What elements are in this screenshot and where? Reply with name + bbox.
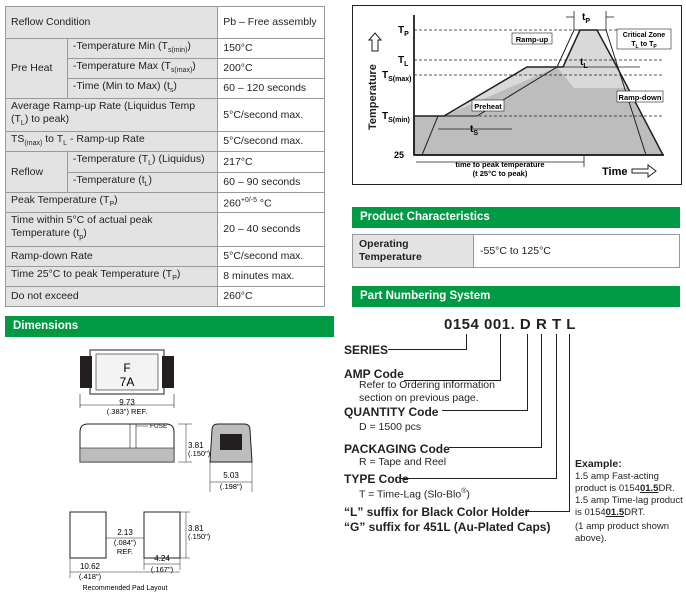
pad-total-mm: 10.62 bbox=[79, 562, 101, 571]
critical-zone-tag: Critical Zone bbox=[622, 32, 666, 39]
example-3: (1 amp product shown above). bbox=[575, 521, 669, 544]
ramp-up-value: 5°C/second max. bbox=[218, 99, 325, 132]
time-25-value: 8 minutes max. bbox=[218, 266, 325, 286]
tl-label: $T_L$ bbox=[398, 55, 409, 68]
amp-code-label: AMP Code bbox=[344, 367, 404, 381]
preheat-time-label: -Time (Min to Max) $(t_s)$ bbox=[67, 79, 217, 99]
product-characteristics-table bbox=[352, 234, 680, 268]
width-in: (.198") bbox=[219, 482, 243, 491]
fuse-marking-f: F bbox=[123, 361, 131, 375]
packaging-code-label: PACKAGING Code bbox=[344, 442, 450, 456]
time-25-label: Time 25°C to peak Temperature $(T_P)$ bbox=[6, 266, 218, 286]
y-axis-label: Temperature bbox=[367, 64, 379, 130]
reflow-condition-label: Reflow Condition bbox=[6, 7, 218, 39]
pad-height-mm: 3.81 bbox=[188, 524, 204, 533]
quantity-code-desc: D = 1500 pcs bbox=[359, 421, 422, 433]
example-2: 1.5 amp Time-lag product is 015401.5DRT. bbox=[575, 495, 683, 518]
tl-small-label: $t_L$ bbox=[580, 57, 588, 70]
reflow-profile-chart bbox=[352, 5, 682, 185]
preheat-tag: Preheat bbox=[474, 102, 502, 111]
ramp-down-label: Ramp-down Rate bbox=[6, 246, 218, 266]
series-label: SERIES bbox=[344, 343, 389, 357]
l-suffix-label: “L” suffix for Black Color Holder bbox=[344, 505, 530, 519]
part-numbering-header: Part Numbering System bbox=[352, 286, 680, 307]
tsmin-label: $T_{S(min)}$ bbox=[382, 111, 410, 124]
product-characteristics-header: Product Characteristics bbox=[352, 207, 680, 228]
preheat-temp-max-value: 200°C bbox=[218, 59, 325, 79]
example-1: 1.5 amp Fast-acting product is 015401.5DR. bbox=[575, 471, 675, 494]
ramp-up-label: Average Ramp-up Rate (Liquidus Temp $(T_L)$ to peak) bbox=[6, 99, 218, 132]
time-within-label: Time within 5°C of actual peak Temperature $(t_p)$ bbox=[6, 212, 218, 246]
tsmax-label: $T_{S(max)}$ bbox=[382, 70, 412, 83]
packaging-code-desc: R = Tape and Reel bbox=[359, 456, 447, 468]
top-view-left-cap bbox=[80, 356, 92, 388]
code-series: 0154 bbox=[444, 316, 480, 333]
code-suffix: L bbox=[566, 316, 576, 333]
pad-width-in: (.167") bbox=[150, 565, 174, 574]
preheat-time-value: 60 – 120 seconds bbox=[218, 79, 325, 99]
g-suffix-label: “G” suffix for 451L (Au-Plated Caps) bbox=[344, 520, 551, 534]
code-packaging: R bbox=[535, 316, 548, 333]
ramp-down-value: 5°C/second max. bbox=[218, 246, 325, 266]
pad-total-in: (.418") bbox=[78, 572, 102, 581]
reflow-temp-label: -Temperature $(T_L)$ (Liquidus) bbox=[67, 152, 217, 172]
t25-label: 25 bbox=[394, 150, 405, 160]
pad-gap-ref: REF. bbox=[116, 547, 134, 556]
length-mm: 9.73 bbox=[119, 398, 135, 407]
time-to-peak-label: time to peak temperature bbox=[455, 160, 545, 169]
reflow-condition-value: Pb – Free assembly bbox=[218, 7, 325, 39]
reflow-time-label: -Temperature $(t_L)$ bbox=[67, 172, 217, 192]
pad-layout-caption: Recommended Pad Layout bbox=[82, 585, 168, 592]
pad-height-in: (.150") bbox=[188, 532, 211, 541]
peak-temp-label: Peak Temperature $(T_P)$ bbox=[6, 192, 218, 212]
pad-left bbox=[70, 512, 106, 558]
preheat-temp-min-value: 150°C bbox=[218, 39, 325, 59]
dimensions-drawing bbox=[40, 342, 290, 594]
peak-temp-value: $260^{+0/-5}$ °C bbox=[218, 192, 325, 212]
quantity-code-label: QUANTITY Code bbox=[344, 405, 439, 419]
end-view-window bbox=[220, 434, 242, 450]
code-type: T bbox=[551, 316, 562, 333]
critical-zone-range: $T_L$ to $T_P$ bbox=[631, 41, 657, 50]
ts-small-label: $t_S$ bbox=[470, 124, 479, 137]
length-in: (.383") REF. bbox=[106, 407, 148, 416]
reflow-time-value: 60 – 90 seconds bbox=[218, 172, 325, 192]
fuse-label: FUSE bbox=[150, 423, 168, 430]
ts-to-tl-value: 5°C/second max. bbox=[218, 132, 325, 152]
pad-gap-mm: 2.13 bbox=[117, 528, 133, 537]
tp-label: $T_P$ bbox=[398, 25, 409, 38]
operating-temp-value: -55°C to 125°C bbox=[474, 235, 680, 268]
type-code-label: TYPE Code bbox=[344, 472, 409, 486]
do-not-exceed-value: 260°C bbox=[218, 286, 325, 306]
preheat-temp-min-label: -Temperature Min $(T_{s(min)})$ bbox=[67, 39, 217, 59]
code-quantity: D bbox=[519, 316, 532, 333]
reflow-label: Reflow bbox=[6, 152, 68, 192]
tp-small-label: $t_P$ bbox=[582, 12, 591, 25]
preheat-temp-max-label: -Temperature Max $(T_{s(max)})$ bbox=[67, 59, 217, 79]
pre-heat-label: Pre Heat bbox=[6, 39, 68, 99]
example-title: Example: bbox=[575, 458, 622, 470]
reflow-temp-value: 217°C bbox=[218, 152, 325, 172]
code-amp: 001. bbox=[484, 316, 516, 333]
height-in: (.150") bbox=[188, 449, 211, 458]
reflow-table bbox=[5, 6, 325, 307]
pad-gap-in: (.084") bbox=[113, 538, 137, 547]
ramp-down-tag: Ramp-down bbox=[618, 93, 662, 102]
width-mm: 5.03 bbox=[223, 471, 239, 480]
fuse-marking-amp: 7A bbox=[119, 375, 135, 389]
pad-width-mm: 4.24 bbox=[154, 554, 170, 563]
amp-code-desc: Refer to Ordering information section on previous page. bbox=[359, 379, 495, 404]
time-within-value: 20 – 40 seconds bbox=[218, 212, 325, 246]
dimensions-header: Dimensions bbox=[5, 316, 334, 337]
time-to-peak-sub: (t 25°C to peak) bbox=[472, 169, 528, 178]
pad-right bbox=[144, 512, 180, 558]
top-view-right-cap bbox=[162, 356, 174, 388]
ramp-up-tag: Ramp-up bbox=[515, 35, 549, 44]
height-mm: 3.81 bbox=[188, 441, 204, 450]
do-not-exceed-label: Do not exceed bbox=[6, 286, 218, 306]
type-code-desc: T = Time-Lag (Slo-Blo®) bbox=[359, 488, 470, 501]
operating-temp-label: Operating Temperature bbox=[353, 235, 474, 268]
x-axis-label: Time bbox=[602, 166, 628, 178]
part-number-code bbox=[444, 316, 576, 333]
ts-to-tl-label: $TS_{(max)}$ to $T_L$ - Ramp-up Rate bbox=[6, 132, 218, 152]
